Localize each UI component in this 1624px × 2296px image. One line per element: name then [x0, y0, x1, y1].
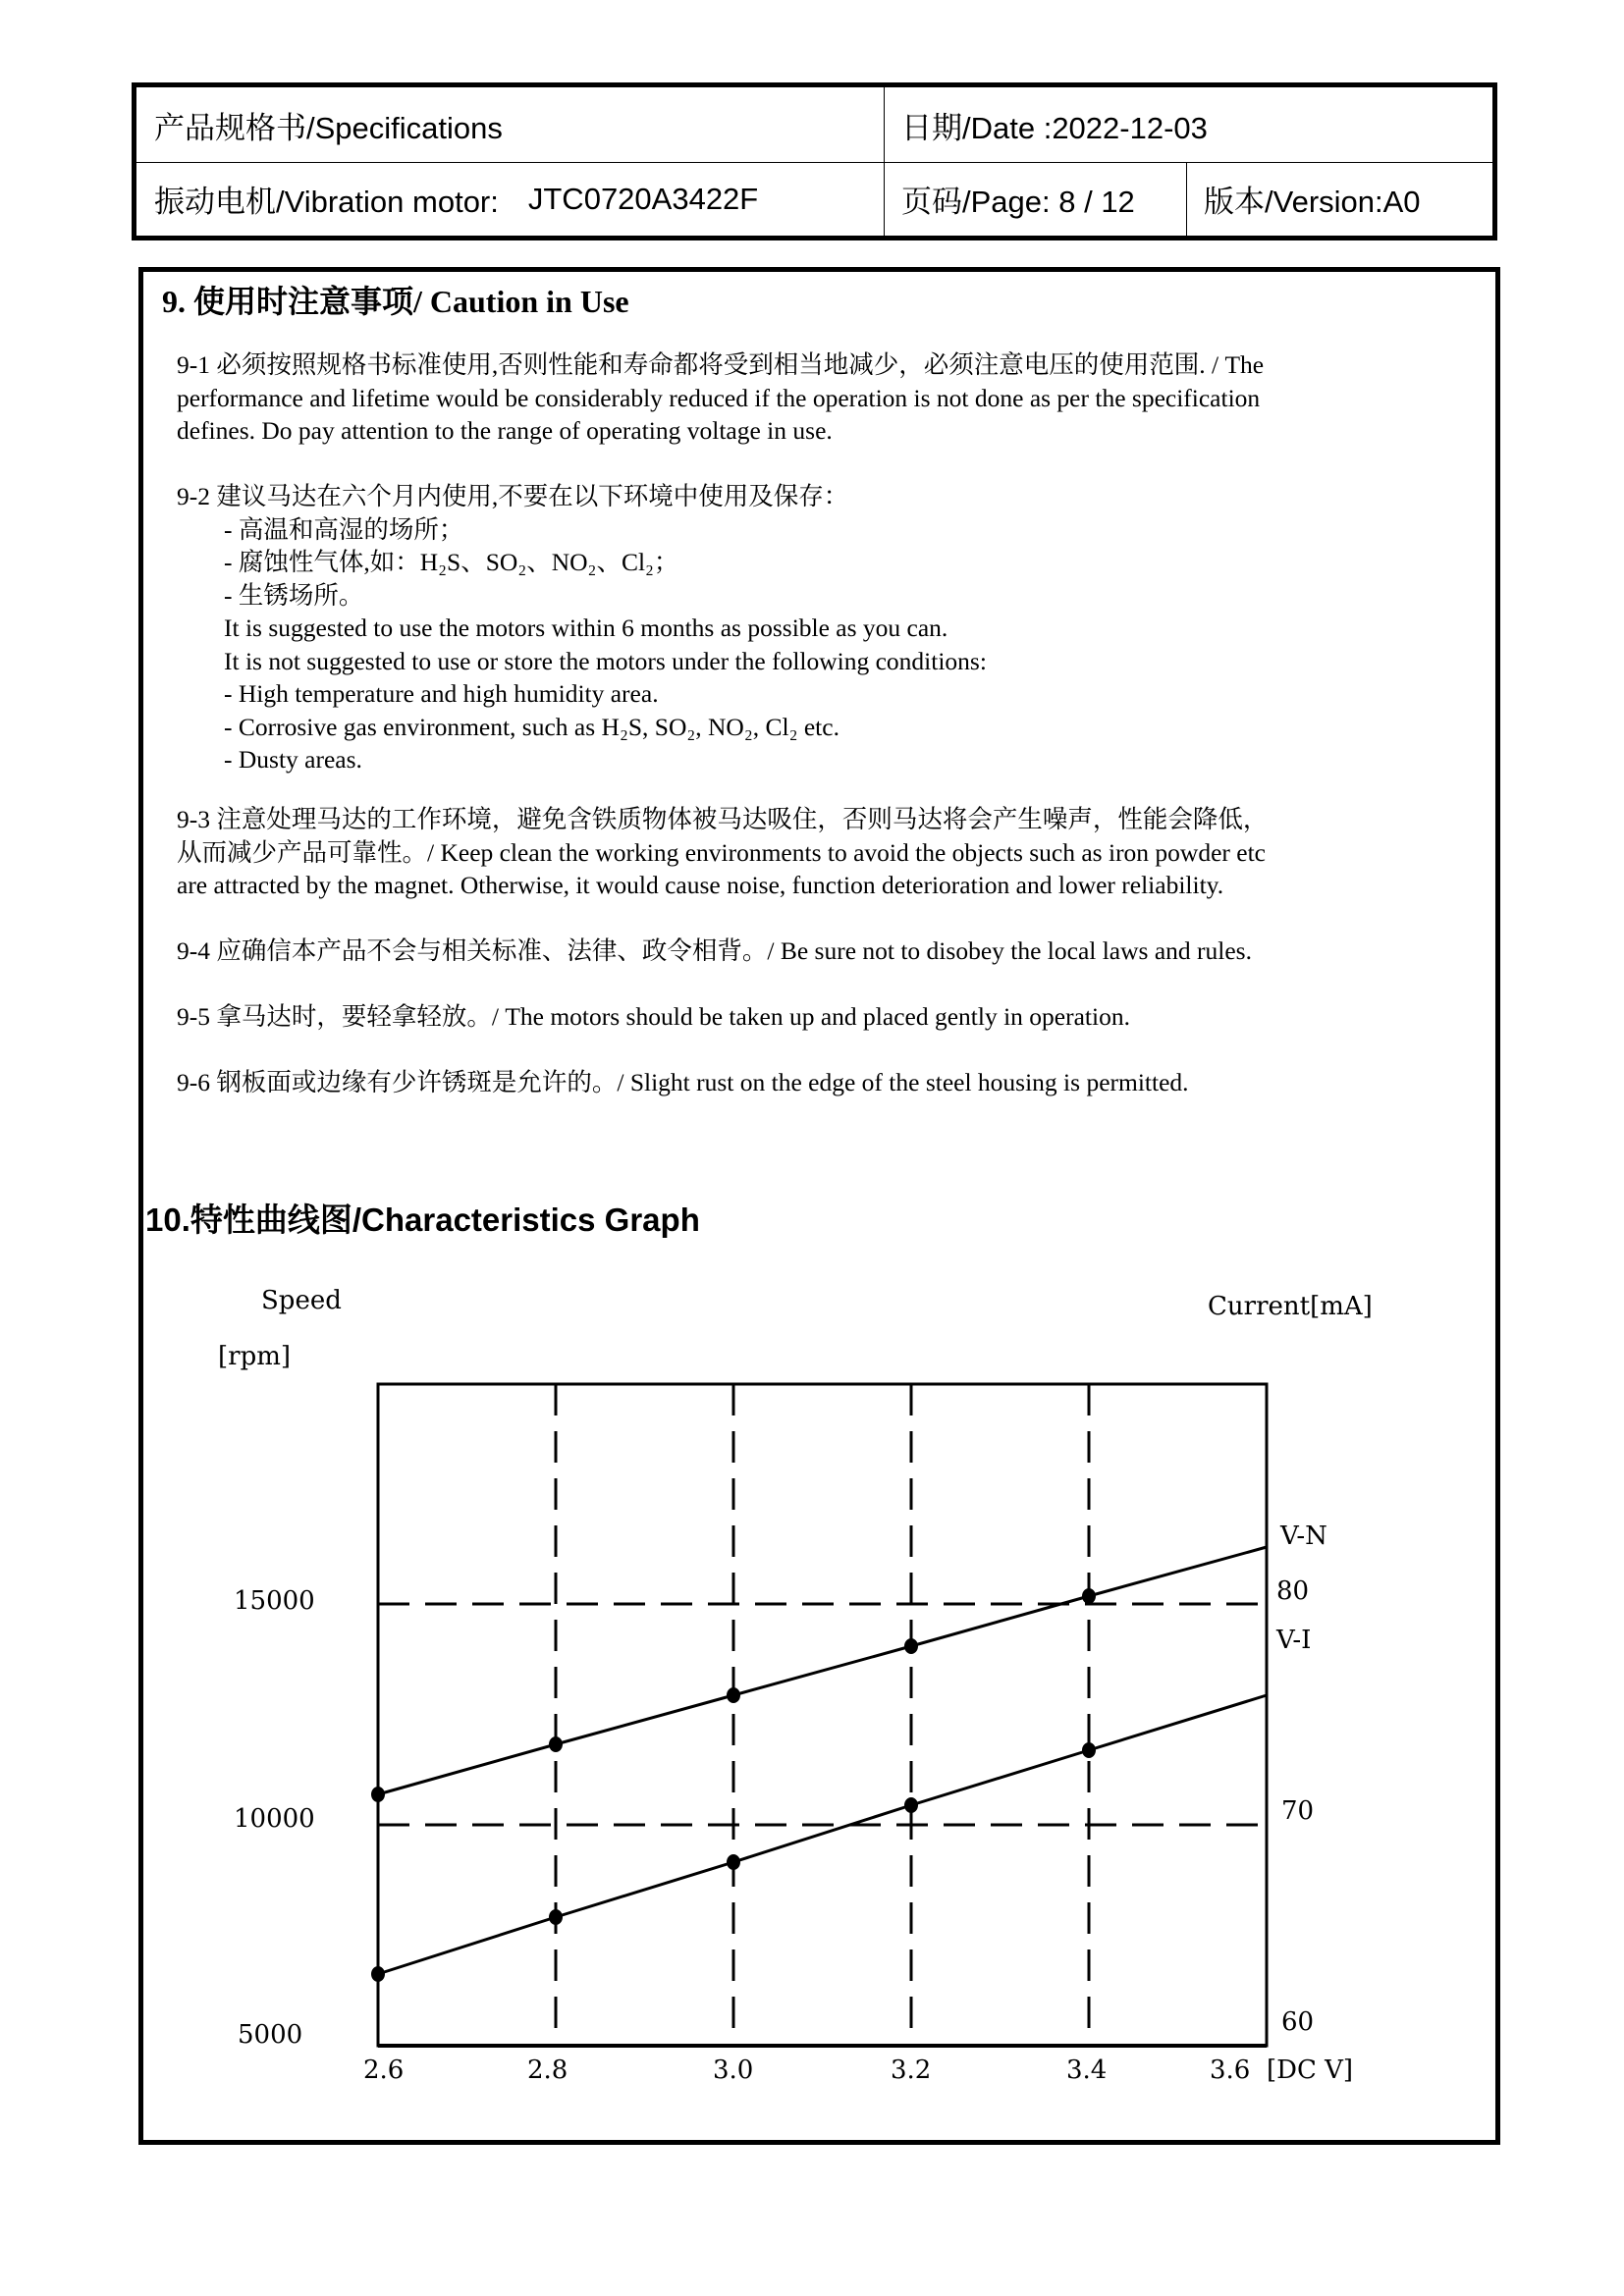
section10-title: 10.特性曲线图/Characteristics Graph: [145, 1201, 700, 1238]
series-v-i: [371, 1695, 1267, 1982]
y-gridlines: [378, 1604, 1267, 1825]
left-axis-unit: [rpm]: [218, 1342, 292, 1371]
series-label-v-n: V-N: [1280, 1522, 1327, 1551]
series-v-n: [371, 1547, 1267, 1802]
x-tick-2-6: 2.6: [363, 2056, 405, 2085]
caution-9-3-line3: are attracted by the magnet. Otherwise, it would cause noise, function deterioration and lower reliability.: [177, 871, 1224, 899]
left-tick-5000: 5000: [238, 2020, 303, 2050]
left-tick-10000: 10000: [234, 1804, 315, 1834]
caution-9-3-line2: 从而减少产品可靠性。/ Keep clean the working environments to avoid the objects such as iron powder etc: [177, 837, 1267, 867]
caution-9-2-cn-gases: H₂S、SO₂、NO₂、Cl₂；: [419, 548, 679, 576]
caution-item-9-4: 9-4 应确信本产品不会与相关标准、法律、政令相背。/ Be sure not to disobey the local laws and rules.: [177, 936, 1252, 965]
section9-title: 9. 使用时注意事项/ Caution in Use: [162, 284, 629, 319]
x-gridlines: [556, 1384, 1089, 2046]
doc-date: 日期/Date :2022-12-03: [901, 110, 1208, 145]
caution-9-2-en-bullet2: - Corrosive gas environment, such as H₂S, SO₂, NO₂, Cl₂ etc.: [224, 712, 839, 741]
caution-9-1-line2: performance and lifetime would be considerably reduced if the operation is not done as per the specification: [177, 383, 1261, 412]
caution-9-2-cn-bullet1: - 高温和高湿的场所；: [224, 514, 464, 544]
caution-9-1-line3: defines. Do pay attention to the range of operating voltage in use.: [177, 416, 833, 445]
plot-frame: [378, 1384, 1267, 2046]
caution-9-2-en-line2: It is not suggested to use or store the motors under the following conditions:: [224, 646, 987, 675]
caution-9-2-cn-bullet2-prefix: - 腐蚀性气体,如：: [224, 548, 420, 576]
caution-9-2-en-bullet1: - High temperature and high humidity area.: [224, 679, 659, 708]
doc-version: 版本/Version:A0: [1204, 185, 1421, 219]
x-tick-2-8: 2.8: [527, 2056, 568, 2085]
x-axis-unit: [DC V]: [1267, 2056, 1354, 2085]
product-model: JTC0720A3422F: [527, 181, 759, 216]
right-tick-70: 70: [1281, 1796, 1315, 1826]
right-axis-title: Current[mA]: [1208, 1292, 1373, 1321]
caution-9-2-cn-bullet3: - 生锈场所。: [224, 580, 364, 610]
product-label: 振动电机/Vibration motor:: [154, 185, 499, 219]
series-label-v-i: V-I: [1276, 1626, 1312, 1655]
left-axis-title: Speed: [261, 1286, 342, 1315]
x-tick-3-6: 3.6: [1210, 2056, 1251, 2085]
doc-title: 产品规格书/Specifications: [154, 110, 503, 145]
caution-9-2-line1: 9-2 建议马达在六个月内使用,不要在以下环境中使用及保存：: [177, 482, 849, 510]
left-tick-15000: 15000: [234, 1586, 315, 1616]
page-number: 页码/Page: 8 / 12: [901, 185, 1135, 219]
x-tick-3-2: 3.2: [891, 2056, 932, 2085]
right-tick-80: 80: [1276, 1576, 1310, 1606]
caution-item-9-6: 9-6 钢板面或边缘有少许锈斑是允许的。/ Slight rust on the edge of the steel housing is permitted.: [177, 1068, 1189, 1096]
caution-9-1-line1: 9-1 必须按照规格书标准使用,否则性能和寿命都将受到相当地减少，必须注意电压的使用范围. / The: [177, 350, 1265, 379]
x-tick-3-0: 3.0: [713, 2056, 754, 2085]
right-tick-60: 60: [1281, 2007, 1315, 2037]
x-tick-3-4: 3.4: [1066, 2056, 1108, 2085]
caution-9-2-en-bullet3: - Dusty areas.: [224, 745, 362, 774]
caution-item-9-5: 9-5 拿马达时，要轻拿轻放。/ The motors should be taken up and placed gently in operation.: [177, 1002, 1130, 1031]
caution-9-2-en-line1: It is suggested to use the motors within 6 months as possible as you can.: [224, 614, 948, 642]
caution-9-3-line1: 9-3 注意处理马达的工作环境，避免含铁质物体被马达吸住，否则马达将会产生噪声，性能会降低，: [177, 805, 1269, 833]
